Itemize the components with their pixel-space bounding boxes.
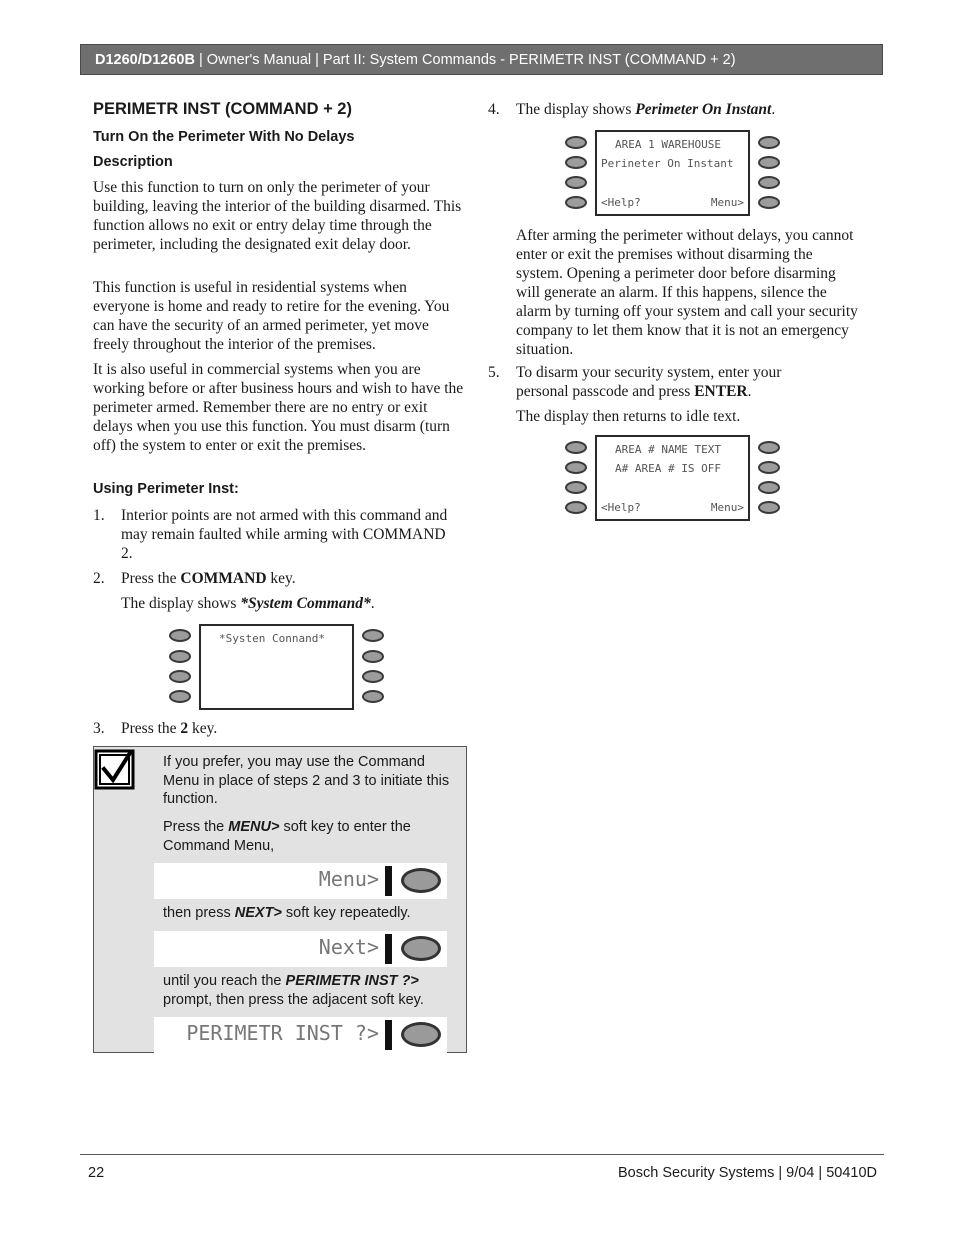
- soft-key[interactable]: [565, 176, 587, 189]
- soft-key[interactable]: [362, 629, 384, 642]
- description-heading: Description: [93, 154, 173, 170]
- keypad-display-idle: [563, 433, 785, 525]
- soft-key[interactable]: [565, 136, 587, 149]
- using-heading: Using Perimeter Inst:: [93, 481, 239, 497]
- soft-key[interactable]: [565, 196, 587, 209]
- lcd-help: <Help?: [601, 196, 641, 209]
- header-product: D1260/D1260B: [95, 52, 195, 68]
- header-rest: | Owner's Manual | Part II: System Commands - PERIMETR INST (COMMAND + 2): [194, 52, 736, 68]
- description-paragraph-2: This function is useful in residential systems when everyone is home and ready to retire for the evening. You can have the security of an armed perimeter, yet move freely throughout the interior of the premises.: [93, 279, 450, 353]
- menu-soft-key-strip: [154, 863, 447, 899]
- perimetr-prompt-name: PERIMETR INST ?>: [285, 973, 419, 989]
- menu-soft-key-name: MENU>: [228, 819, 280, 835]
- step-text: Press the COMMAND key.: [121, 570, 296, 587]
- strip-label: Menu>: [318, 867, 379, 891]
- next-soft-key-strip: [154, 931, 447, 967]
- note-text-2: Press the MENU> soft key to enter the Command Menu,: [163, 819, 411, 854]
- footer-divider: [80, 1154, 884, 1155]
- soft-key[interactable]: [758, 441, 780, 454]
- next-soft-key-name: NEXT>: [234, 905, 282, 921]
- enter-key: ENTER: [694, 383, 748, 400]
- step-number: 5.: [488, 364, 500, 381]
- soft-key[interactable]: [758, 176, 780, 189]
- note-text-1: If you prefer, you may use the Command Menu in place of steps 2 and 3 to initiate this function.: [163, 754, 450, 807]
- step-4: [488, 100, 858, 119]
- display-message: *System Command*: [240, 595, 371, 612]
- lcd-menu: Menu>: [710, 501, 744, 514]
- step-3: [93, 719, 465, 738]
- soft-key[interactable]: [565, 481, 587, 494]
- soft-key[interactable]: [169, 690, 191, 703]
- lcd-line: *Systen Connand*: [219, 632, 325, 645]
- soft-key[interactable]: [362, 670, 384, 683]
- section-subtitle: Turn On the Perimeter With No Delays: [93, 129, 355, 145]
- command-key: COMMAND: [180, 570, 267, 587]
- lcd-line: AREA 1 WAREHOUSE: [615, 138, 721, 151]
- lcd-line: A# AREA # IS OFF: [615, 462, 721, 475]
- next-soft-key[interactable]: [401, 936, 441, 961]
- soft-key[interactable]: [362, 650, 384, 663]
- soft-key[interactable]: [565, 441, 587, 454]
- perimetr-inst-soft-key[interactable]: [401, 1022, 441, 1047]
- soft-key[interactable]: [758, 156, 780, 169]
- strip-label: Next>: [318, 935, 379, 959]
- soft-key[interactable]: [758, 196, 780, 209]
- divider-bar: [385, 934, 392, 964]
- soft-key[interactable]: [169, 629, 191, 642]
- step-number: 2.: [93, 570, 105, 587]
- step-5: [488, 363, 858, 401]
- step-5-display-text: The display then returns to idle text.: [516, 408, 741, 425]
- keypad-display-system-command: [167, 622, 389, 714]
- step-number: 3.: [93, 720, 105, 737]
- footer-publisher: Bosch Security Systems | 9/04 | 50410D: [618, 1165, 877, 1181]
- step-2-display-text: The display shows *System Command*.: [121, 595, 375, 612]
- note-text-4: until you reach the PERIMETR INST ?> prompt, then press the adjacent soft key.: [163, 973, 424, 1008]
- step-1: [93, 506, 465, 563]
- note-text-3: then press NEXT> soft key repeatedly.: [163, 905, 411, 921]
- keypad-display-perimeter-on: [563, 128, 785, 220]
- step-text: Interior points are not armed with this command and may remain faulted while arming with COMMAND 2.: [121, 507, 448, 562]
- section-title: PERIMETR INST (COMMAND + 2): [93, 100, 352, 118]
- soft-key[interactable]: [169, 670, 191, 683]
- step-text: Press the 2 key.: [121, 720, 218, 737]
- page-header: [80, 44, 883, 75]
- step-number: 1.: [93, 507, 105, 524]
- checkbox-note-icon: [94, 749, 136, 791]
- lcd-screen: [595, 130, 750, 216]
- lcd-screen: [199, 624, 354, 710]
- step-text: To disarm your security system, enter your personal passcode and press ENTER.: [516, 364, 782, 400]
- soft-key[interactable]: [758, 136, 780, 149]
- soft-key[interactable]: [565, 501, 587, 514]
- soft-key[interactable]: [169, 650, 191, 663]
- step-text: The display shows Perimeter On Instant.: [516, 101, 776, 118]
- lcd-help: <Help?: [601, 501, 641, 514]
- perimetr-inst-strip: [154, 1017, 447, 1053]
- menu-soft-key[interactable]: [401, 868, 441, 893]
- strip-label: PERIMETR INST ?>: [186, 1021, 379, 1045]
- soft-key[interactable]: [758, 501, 780, 514]
- divider-bar: [385, 866, 392, 896]
- soft-key[interactable]: [565, 156, 587, 169]
- soft-key[interactable]: [758, 461, 780, 474]
- page-number: 22: [88, 1165, 105, 1181]
- soft-key[interactable]: [565, 461, 587, 474]
- lcd-screen: [595, 435, 750, 521]
- display-message: Perimeter On Instant: [635, 101, 772, 118]
- divider-bar: [385, 1020, 392, 1050]
- soft-key[interactable]: [758, 481, 780, 494]
- lcd-line: Perineter On Instant: [601, 157, 734, 170]
- key-2: 2: [180, 720, 189, 737]
- lcd-menu: Menu>: [710, 196, 744, 209]
- description-paragraph-3: It is also useful in commercial systems when you are working before or after business hours and wish to have the perimeter armed. Remember there are no entry or exit delays when you use this function. You must disarm (turn off) the system to enter or exit the premises.: [93, 361, 464, 454]
- description-paragraph-1: Use this function to turn on only the perimeter of your building, leaving the interior of the building disarmed. This function allows no exit or entry delay time through the perimeter, including the designated exit delay door.: [93, 179, 462, 253]
- note-box: [93, 746, 467, 1053]
- step-number: 4.: [488, 101, 500, 118]
- step-2: [93, 569, 465, 588]
- lcd-line: AREA # NAME TEXT: [615, 443, 721, 456]
- after-arming-paragraph: After arming the perimeter without delays, you cannot enter or exit the premises without disarming the system. Opening a perimeter door before disarming will generate an alarm. If this happens, silence the alarm by turning off your system and call your security company to let them know that it is not an emergency situation.: [516, 227, 858, 358]
- soft-key[interactable]: [362, 690, 384, 703]
